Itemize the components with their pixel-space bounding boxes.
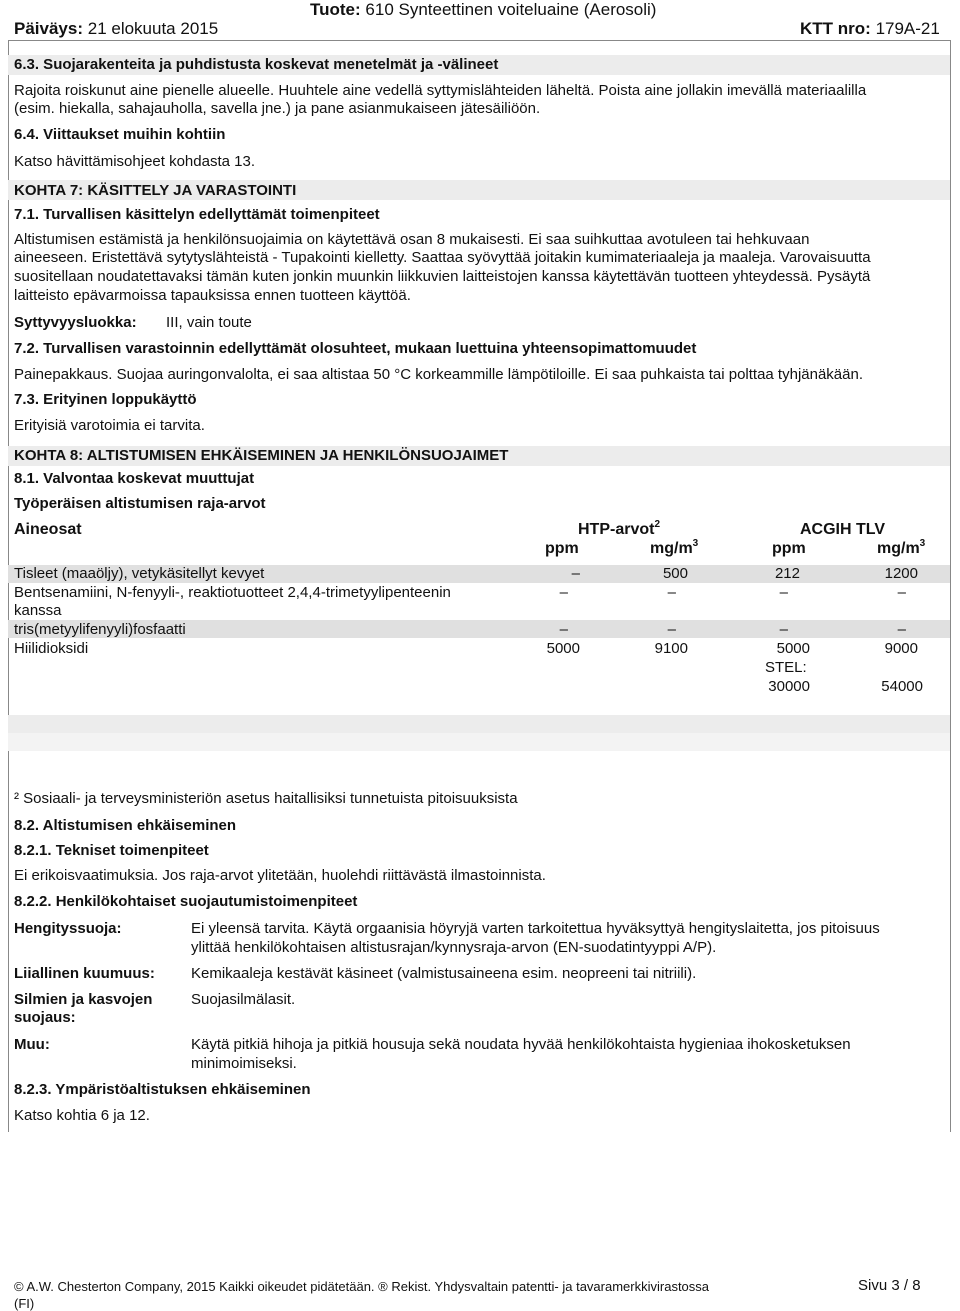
skin-text: Kemikaaleja kestävät käsineet (valmistusaineena esim. neopreeni tai nitriili). (191, 965, 697, 982)
section-7-3-heading: 7.3. Erityinen loppukäyttö (14, 391, 197, 408)
section-7-1-heading: 7.1. Turvallisen käsittelyn edellyttämät toimenpiteet (14, 206, 380, 223)
table-row-1-name: Bentsenamiini, N-fenyyli-, reaktiotuotteet 2,4,4-trimetyylipenteenin (14, 584, 451, 601)
flammability-label: Syttyvyysluokka: (14, 314, 137, 331)
table-header-acgih: ACGIH TLV (800, 521, 886, 538)
date-header (14, 19, 218, 39)
table-row-1-name-cont: kanssa (14, 602, 62, 619)
date-label: Päiväys: (14, 19, 83, 38)
table-blank-band (8, 733, 950, 751)
table-row-2-htp-mg: – (667, 621, 676, 638)
stel-ppm: 30000 (768, 678, 810, 695)
unit-tlv-mg-sup: 3 (919, 538, 926, 549)
table-blank-band (8, 715, 950, 733)
table-row-2-tlv-ppm: – (779, 621, 788, 638)
section-8-2-heading: 8.2. Altistumisen ehkäiseminen (14, 817, 237, 834)
respiratory-text-line-2: ylittää henkilökohtaisen altistusrajan/kynnysraja-arvon (EN-suodatintyyppi A/P). (191, 939, 717, 956)
ktt-label: KTT nro: (800, 19, 871, 38)
ktt-value: 179A-21 (875, 19, 940, 38)
table-row-0-htp-mg: 500 (662, 565, 688, 582)
section-6-4-heading: 6.4. Viittaukset muihin kohtiin (14, 126, 226, 143)
unit-htp-ppm: ppm (545, 540, 579, 557)
table-header-substance: Aineosat (14, 521, 82, 538)
table-row-1-tlv-mg: – (897, 584, 906, 601)
section-6-4-text: Katso hävittämisohjeet kohdasta 13. (14, 153, 255, 170)
table-row-2-htp-ppm: – (559, 621, 568, 638)
table-row-1-tlv-ppm: – (779, 584, 788, 601)
eye-text: Suojasilmälasit. (191, 991, 296, 1008)
section-6-3-heading: 6.3. Suojarakenteita ja puhdistusta koskevat menetelmät ja -välineet (14, 56, 499, 73)
table-row-3-tlv-ppm: 5000 (776, 640, 810, 657)
footer-copyright: © A.W. Chesterton Company, 2015 Kaikki oikeudet pidätetään. ® Rekist. Yhdysvaltain patentti- ja tavaramerkkivirastossa (14, 1279, 710, 1294)
section-8-2-3-heading: 8.2.3. Ympäristöaltistuksen ehkäiseminen (14, 1081, 311, 1098)
table-row-0-name: Tisleet (maaöljy), vetykäsitellyt kevyet (14, 565, 265, 582)
other-label: Muu: (14, 1036, 50, 1053)
skin-label: Liiallinen kuumuus: (14, 965, 155, 982)
other-text-line-1: Käytä pitkiä hihoja ja pitkiä housuja sekä noudata hyvää henkilökohtaista hygieniaa ihokosketuksen (191, 1036, 851, 1053)
table-header-htp (578, 521, 660, 539)
section-8-2-1-text: Ei erikoisvaatimuksia. Jos raja-arvot ylitetään, huolehdi riittävästä ilmastoinnista. (14, 867, 546, 884)
product-header (310, 0, 656, 20)
section-7-1-line-3: suositellaan noudatettavaksi tämän kuten jonkin muunkin liikkuvien laitteistojen kanssa käytettävän tuotteen yhteydessä. Pysäytä (14, 268, 871, 285)
header-divider (8, 40, 951, 41)
frame-right-border (950, 40, 951, 1132)
table-row-1-htp-ppm: – (559, 584, 568, 601)
section-7-1-line-2: aineeseen. Eristettävä sytytyslähteistä - Tupakointi kielletty. Saattaa syövyttää joitakin kumimateriaaleja ja maaleja. Varovaisuutta (14, 249, 871, 266)
respiratory-text-line-1: Ei yleensä tarvita. Käytä orgaanisia höyryjä varten tarkoitettua hyväksyttyä hengityslaitetta, jos pitoisuus (191, 920, 880, 937)
section-8-2-2-heading: 8.2.2. Henkilökohtaiset suojautumistoimenpiteet (14, 893, 358, 910)
table-row-0-tlv-mg: 1200 (884, 565, 918, 582)
footer-page-number: Sivu 3 / 8 (858, 1277, 921, 1294)
table-row-2-tlv-mg: – (897, 621, 906, 638)
section-8-heading: KOHTA 8: ALTISTUMISEN EHKÄISEMINEN JA HENKILÖNSUOJAIMET (14, 447, 509, 464)
table-row-1-htp-mg: – (667, 584, 676, 601)
unit-tlv-ppm: ppm (772, 540, 806, 557)
table-row-3-tlv-mg: 9000 (884, 640, 918, 657)
respiratory-label: Hengityssuoja: (14, 920, 122, 937)
table-row-0-tlv-ppm: 212 (774, 565, 800, 582)
section-7-1-line-4: laitteisto epävarmoissa tapauksissa ennen tuotteen käyttöä. (14, 287, 411, 304)
table-footnote: ² Sosiaali- ja terveysministeriön asetus haitallisiksi tunnetuista pitoisuuksista (14, 790, 518, 807)
stel-label: STEL: (765, 659, 807, 676)
htp-title: HTP-arvot (578, 521, 655, 538)
section-7-2-heading: 7.2. Turvallisen varastoinnin edellyttämät olosuhteet, mukaan luettuina yhteensopimattomuudet (14, 340, 697, 357)
table-row-3-name: Hiilidioksidi (14, 640, 89, 657)
flammability-value: III, vain toute (166, 314, 252, 331)
other-text-line-2: minimoimiseksi. (191, 1055, 297, 1072)
section-7-1-line-1: Altistumisen estämistä ja henkilönsuojaimia on käytettävä osan 8 mukaisesti. Ei saa suihkuttaa avotuleen tai hehkuvaan (14, 231, 810, 248)
section-8-2-1-heading: 8.2.1. Tekniset toimenpiteet (14, 842, 209, 859)
frame-left-border (8, 40, 9, 1132)
section-6-3-line-1: Rajoita roiskunut aine pienelle alueelle. Huuhtele aine vedellä syttymislähteiden läheltä. Poista aine jollakin imevällä materiaalilla (14, 82, 867, 99)
unit-htp-mg (650, 540, 698, 558)
section-6-3-line-2: (esim. hiekalla, sahajauholla, savella jne.) ja pane asianmukaiseen jätesäiliöön. (14, 100, 541, 117)
unit-tlv-mg (877, 540, 925, 558)
section-8-1-heading: 8.1. Valvontaa koskevat muuttujat (14, 470, 255, 487)
section-7-2-text: Painepakkaus. Suojaa auringonvalolta, ei saa altistaa 50 °C korkeammille lämpötiloille. Ei saa puhkaista tai polttaa tyhjänäkään. (14, 366, 863, 383)
unit-tlv-mg-text: mg/m (877, 540, 920, 557)
exposure-limits-heading: Työperäisen altistumisen raja-arvot (14, 495, 266, 512)
table-row-3-htp-ppm: 5000 (546, 640, 580, 657)
section-7-heading: KOHTA 7: KÄSITTELY JA VARASTOINTI (14, 182, 297, 199)
table-row-2-name: tris(metyylifenyyli)fosfaatti (14, 621, 186, 638)
product-label: Tuote: (310, 0, 361, 19)
table-row-0-htp-ppm: – (571, 565, 580, 582)
stel-mg: 54000 (881, 678, 923, 695)
date-value: 21 elokuuta 2015 (87, 19, 219, 38)
footer-language: (FI) (14, 1296, 35, 1311)
eye-label-line-2: suojaus: (14, 1009, 76, 1026)
htp-footnote-marker: 2 (654, 519, 661, 530)
section-7-3-text: Erityisiä varotoimia ei tarvita. (14, 417, 205, 434)
unit-htp-mg-sup: 3 (692, 538, 699, 549)
product-value: 610 Synteettinen voiteluaine (Aerosoli) (365, 0, 657, 19)
ktt-header (800, 19, 940, 39)
eye-label-line-1: Silmien ja kasvojen (14, 991, 153, 1008)
table-row-3-htp-mg: 9100 (654, 640, 688, 657)
unit-htp-mg-text: mg/m (650, 540, 693, 557)
section-8-2-3-text: Katso kohtia 6 ja 12. (14, 1107, 150, 1124)
